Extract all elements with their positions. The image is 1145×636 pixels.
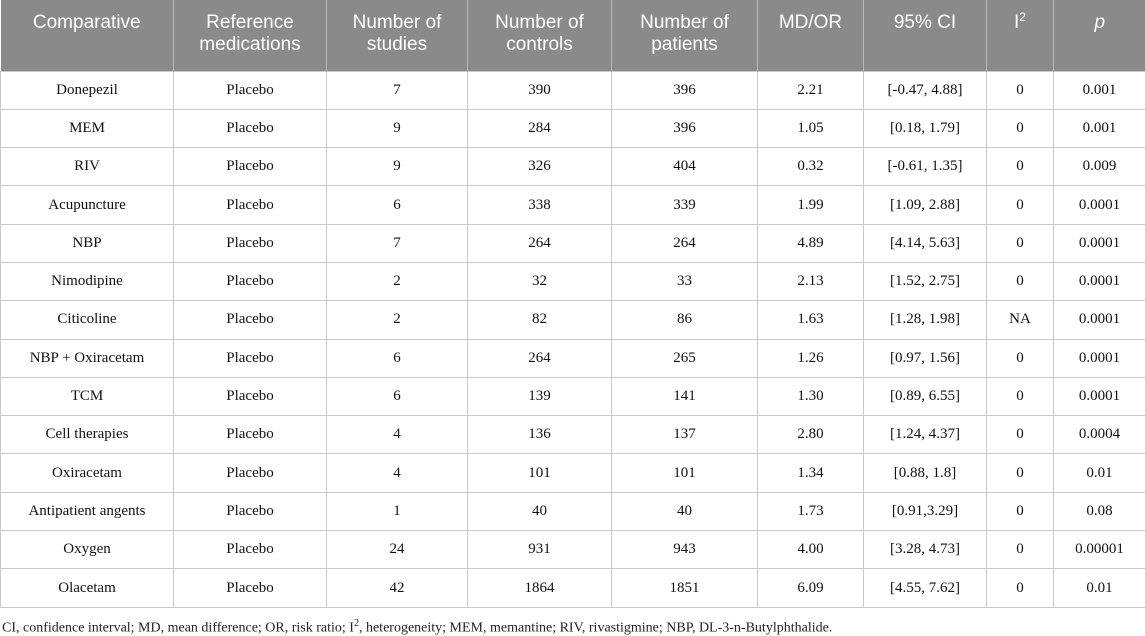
cell-p-value: 0.001: [1054, 71, 1145, 109]
table-row: [1, 301, 1145, 339]
header-label: 95% CI: [894, 12, 956, 33]
cell-number-of-patients: 943: [612, 531, 758, 569]
header-row: [1, 0, 1145, 71]
header-label: I: [1014, 12, 1019, 33]
table-row: [1, 569, 1145, 607]
cell-p-value: 0.00001: [1054, 531, 1145, 569]
header-label-line2: medications: [199, 34, 300, 55]
cell-md-or: 1.30: [758, 377, 864, 415]
cell-ci-95: [4.55, 7.62]: [864, 569, 987, 607]
cell-i-squared: 0: [987, 377, 1054, 415]
cell-number-of-patients: 404: [612, 148, 758, 186]
cell-p-value: 0.0001: [1054, 262, 1145, 300]
cell-reference-medication: Placebo: [174, 262, 327, 300]
table-footnote: [0, 618, 1145, 636]
table-header: [1, 0, 1145, 71]
cell-ci-95: [-0.47, 4.88]: [864, 71, 987, 109]
cell-number-of-patients: 86: [612, 301, 758, 339]
cell-i-squared: 0: [987, 224, 1054, 262]
cell-i-squared: 0: [987, 454, 1054, 492]
table-row: [1, 339, 1145, 377]
cell-comparative: NBP + Oxiracetam: [1, 339, 174, 377]
cell-md-or: 4.00: [758, 531, 864, 569]
cell-number-of-patients: 1851: [612, 569, 758, 607]
cell-reference-medication: Placebo: [174, 71, 327, 109]
cell-number-of-studies: 2: [327, 262, 468, 300]
header-i-squared: [987, 0, 1054, 71]
table-row: [1, 109, 1145, 147]
cell-ci-95: [1.28, 1.98]: [864, 301, 987, 339]
cell-number-of-controls: 338: [468, 186, 612, 224]
cell-number-of-controls: 931: [468, 531, 612, 569]
cell-i-squared: 0: [987, 416, 1054, 454]
header-superscript: 2: [1019, 10, 1026, 24]
cell-number-of-patients: 33: [612, 262, 758, 300]
cell-comparative: Nimodipine: [1, 262, 174, 300]
table-row: [1, 531, 1145, 569]
table-row: [1, 416, 1145, 454]
cell-reference-medication: Placebo: [174, 569, 327, 607]
cell-ci-95: [0.18, 1.79]: [864, 109, 987, 147]
cell-number-of-patients: 339: [612, 186, 758, 224]
header-label-line1: Number of: [640, 12, 729, 33]
cell-md-or: 0.32: [758, 148, 864, 186]
cell-md-or: 1.63: [758, 301, 864, 339]
cell-ci-95: [1.24, 4.37]: [864, 416, 987, 454]
cell-comparative: Olacetam: [1, 569, 174, 607]
cell-comparative: Oxiracetam: [1, 454, 174, 492]
cell-md-or: 1.26: [758, 339, 864, 377]
cell-number-of-studies: 4: [327, 416, 468, 454]
cell-i-squared: 0: [987, 186, 1054, 224]
header-label-line1: Reference: [206, 12, 294, 33]
cell-i-squared: NA: [987, 301, 1054, 339]
table-row: [1, 224, 1145, 262]
cell-number-of-controls: 136: [468, 416, 612, 454]
cell-number-of-studies: 9: [327, 109, 468, 147]
cell-i-squared: 0: [987, 492, 1054, 530]
cell-p-value: 0.0004: [1054, 416, 1145, 454]
cell-ci-95: [-0.61, 1.35]: [864, 148, 987, 186]
cell-number-of-studies: 6: [327, 377, 468, 415]
cell-ci-95: [0.97, 1.56]: [864, 339, 987, 377]
cell-comparative: Oxygen: [1, 531, 174, 569]
cell-number-of-patients: 101: [612, 454, 758, 492]
cell-number-of-controls: 326: [468, 148, 612, 186]
cell-ci-95: [0.89, 6.55]: [864, 377, 987, 415]
cell-number-of-patients: 396: [612, 109, 758, 147]
cell-number-of-studies: 6: [327, 186, 468, 224]
cell-number-of-patients: 264: [612, 224, 758, 262]
cell-ci-95: [4.14, 5.63]: [864, 224, 987, 262]
table-row: [1, 454, 1145, 492]
table-row: [1, 148, 1145, 186]
cell-number-of-studies: 42: [327, 569, 468, 607]
cell-number-of-controls: 264: [468, 224, 612, 262]
footnote-superscript: 2: [354, 618, 359, 629]
cell-number-of-studies: 1: [327, 492, 468, 530]
header-95-ci: [864, 0, 987, 71]
footnote-text-start: CI, confidence interval; MD, mean difference; OR, risk ratio; I: [2, 620, 354, 635]
cell-md-or: 2.13: [758, 262, 864, 300]
header-number-of-controls: [468, 0, 612, 71]
header-label-line2: patients: [651, 34, 718, 55]
cell-md-or: 1.73: [758, 492, 864, 530]
cell-p-value: 0.08: [1054, 492, 1145, 530]
cell-comparative: Acupuncture: [1, 186, 174, 224]
cell-reference-medication: Placebo: [174, 224, 327, 262]
cell-number-of-studies: 9: [327, 148, 468, 186]
cell-comparative: Citicoline: [1, 301, 174, 339]
cell-i-squared: 0: [987, 339, 1054, 377]
cell-ci-95: [1.09, 2.88]: [864, 186, 987, 224]
header-number-of-patients: [612, 0, 758, 71]
cell-number-of-controls: 32: [468, 262, 612, 300]
header-reference-medications: [174, 0, 327, 71]
cell-reference-medication: Placebo: [174, 109, 327, 147]
cell-i-squared: 0: [987, 569, 1054, 607]
table-row: [1, 492, 1145, 530]
cell-p-value: 0.0001: [1054, 339, 1145, 377]
cell-i-squared: 0: [987, 148, 1054, 186]
cell-number-of-studies: 6: [327, 339, 468, 377]
cell-reference-medication: Placebo: [174, 301, 327, 339]
table-row: [1, 186, 1145, 224]
cell-p-value: 0.01: [1054, 569, 1145, 607]
header-label: MD/OR: [779, 12, 842, 33]
cell-comparative: Cell therapies: [1, 416, 174, 454]
cell-md-or: 2.80: [758, 416, 864, 454]
cell-md-or: 1.99: [758, 186, 864, 224]
cell-number-of-studies: 2: [327, 301, 468, 339]
cell-number-of-studies: 7: [327, 71, 468, 109]
cell-md-or: 4.89: [758, 224, 864, 262]
cell-ci-95: [0.91,3.29]: [864, 492, 987, 530]
cell-number-of-controls: 264: [468, 339, 612, 377]
cell-number-of-patients: 396: [612, 71, 758, 109]
cell-number-of-controls: 139: [468, 377, 612, 415]
header-label-line1: Number of: [353, 12, 442, 33]
table-row: [1, 71, 1145, 109]
cell-reference-medication: Placebo: [174, 148, 327, 186]
cell-number-of-controls: 40: [468, 492, 612, 530]
cell-i-squared: 0: [987, 71, 1054, 109]
cell-reference-medication: Placebo: [174, 416, 327, 454]
cell-ci-95: [3.28, 4.73]: [864, 531, 987, 569]
cell-number-of-controls: 101: [468, 454, 612, 492]
cell-reference-medication: Placebo: [174, 186, 327, 224]
cell-reference-medication: Placebo: [174, 531, 327, 569]
cell-reference-medication: Placebo: [174, 377, 327, 415]
cell-comparative: Donepezil: [1, 71, 174, 109]
cell-p-value: 0.0001: [1054, 186, 1145, 224]
cell-i-squared: 0: [987, 109, 1054, 147]
header-label: Comparative: [33, 12, 141, 33]
cell-reference-medication: Placebo: [174, 492, 327, 530]
cell-p-value: 0.01: [1054, 454, 1145, 492]
footnote-text-end: , heterogeneity; MEM, memantine; RIV, rivastigmine; NBP, DL-3-n-Butylphthalide.: [359, 620, 832, 635]
cell-md-or: 1.05: [758, 109, 864, 147]
cell-md-or: 2.21: [758, 71, 864, 109]
cell-number-of-controls: 1864: [468, 569, 612, 607]
cell-reference-medication: Placebo: [174, 339, 327, 377]
header-number-of-studies: [327, 0, 468, 71]
cell-number-of-controls: 284: [468, 109, 612, 147]
cell-number-of-studies: 24: [327, 531, 468, 569]
cell-number-of-studies: 4: [327, 454, 468, 492]
cell-number-of-studies: 7: [327, 224, 468, 262]
cell-number-of-controls: 82: [468, 301, 612, 339]
cell-i-squared: 0: [987, 531, 1054, 569]
cell-number-of-patients: 40: [612, 492, 758, 530]
table-body: [1, 71, 1145, 607]
cell-md-or: 1.34: [758, 454, 864, 492]
table-row: [1, 377, 1145, 415]
cell-p-value: 0.0001: [1054, 301, 1145, 339]
cell-number-of-patients: 137: [612, 416, 758, 454]
cell-comparative: RIV: [1, 148, 174, 186]
cell-comparative: MEM: [1, 109, 174, 147]
cell-number-of-controls: 390: [468, 71, 612, 109]
header-label: p: [1094, 12, 1105, 33]
cell-ci-95: [0.88, 1.8]: [864, 454, 987, 492]
cell-reference-medication: Placebo: [174, 454, 327, 492]
cell-number-of-patients: 141: [612, 377, 758, 415]
cell-i-squared: 0: [987, 262, 1054, 300]
header-p-value: [1054, 0, 1145, 71]
cell-number-of-patients: 265: [612, 339, 758, 377]
cell-comparative: Antipatient angents: [1, 492, 174, 530]
header-label-line2: studies: [367, 34, 427, 55]
cell-md-or: 6.09: [758, 569, 864, 607]
cell-p-value: 0.0001: [1054, 377, 1145, 415]
cell-comparative: TCM: [1, 377, 174, 415]
cell-p-value: 0.0001: [1054, 224, 1145, 262]
cell-p-value: 0.009: [1054, 148, 1145, 186]
cell-p-value: 0.001: [1054, 109, 1145, 147]
header-md-or: [758, 0, 864, 71]
header-label-line1: Number of: [495, 12, 584, 33]
table-row: [1, 262, 1145, 300]
header-label-line2: controls: [506, 34, 573, 55]
header-comparative: [1, 0, 174, 71]
cell-ci-95: [1.52, 2.75]: [864, 262, 987, 300]
cell-comparative: NBP: [1, 224, 174, 262]
